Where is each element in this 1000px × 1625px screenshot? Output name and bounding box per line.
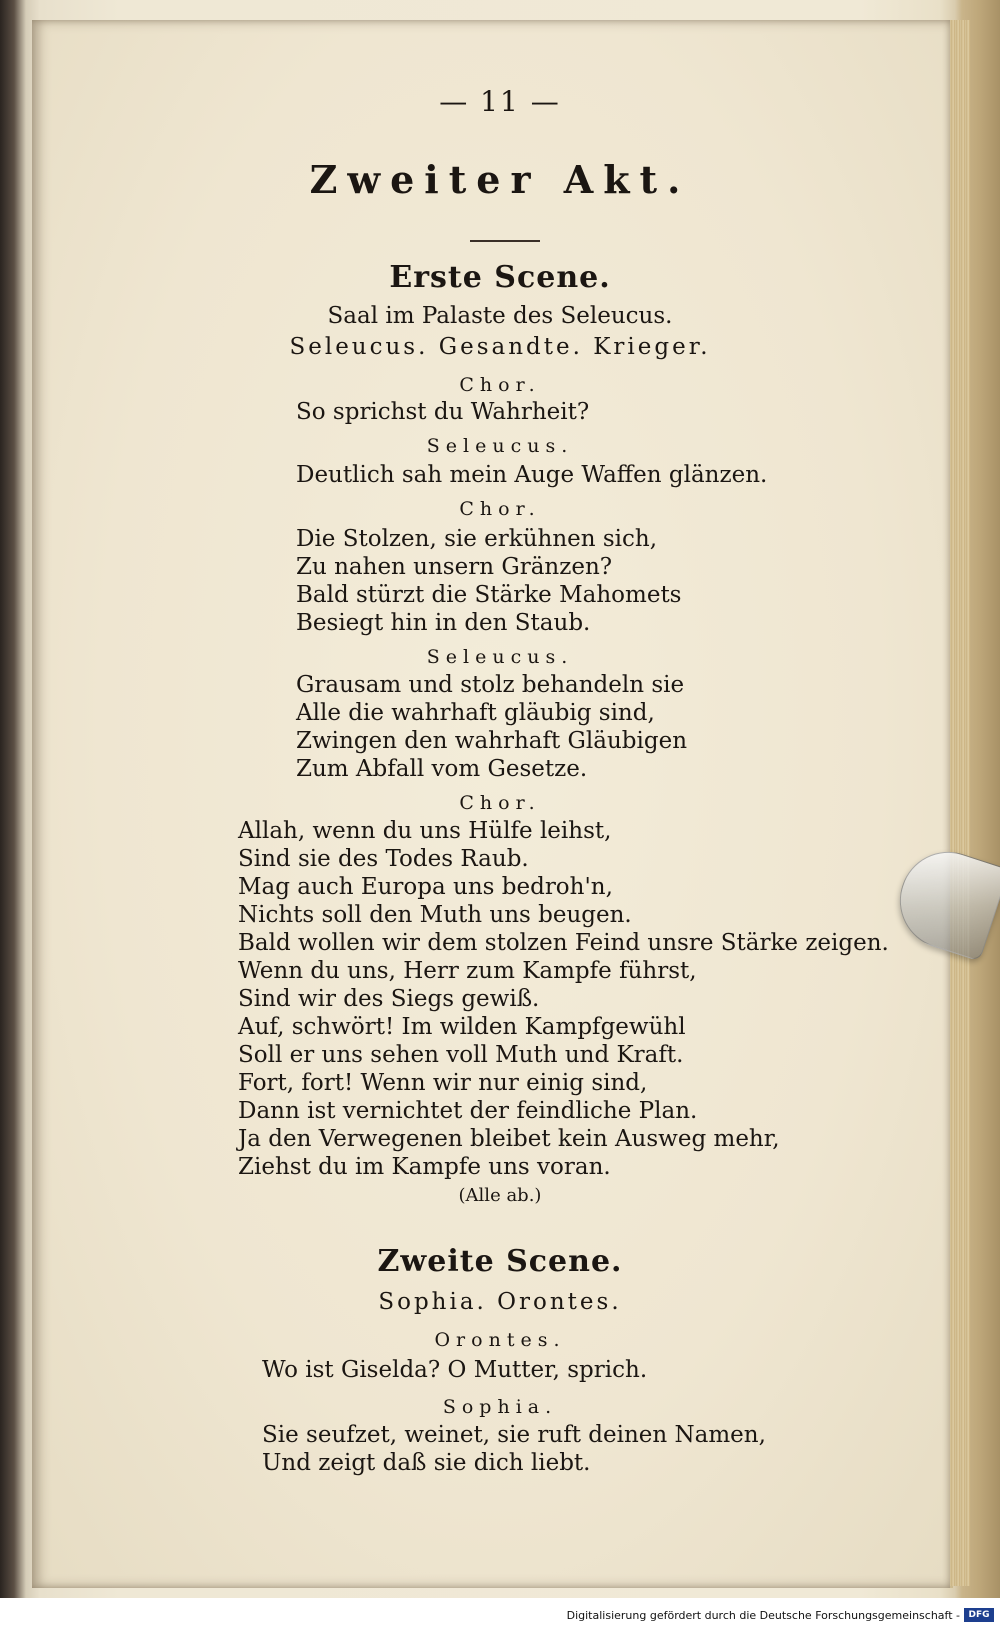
verse-line: So sprichst du Wahrheit?: [296, 399, 590, 425]
verse-line: Und zeigt daß sie dich liebt.: [262, 1450, 591, 1476]
verse-line: Dann ist vernichtet der feindliche Plan.: [238, 1098, 698, 1124]
verse-line: Mag auch Europa uns bedroh'n,: [238, 874, 613, 900]
verse-line: Zu nahen unsern Gränzen?: [296, 554, 613, 580]
verse-line: Die Stolzen, sie erkühnen sich,: [296, 526, 658, 552]
scene-characters: Seleucus. Gesandte. Krieger.: [289, 334, 711, 360]
dfg-logo: DFG: [964, 1608, 994, 1622]
verse-line: Ziehst du im Kampfe uns voran.: [238, 1154, 611, 1180]
stage-direction: (Alle ab.): [458, 1185, 542, 1206]
verse-line: Allah, wenn du uns Hülfe leihst,: [238, 818, 612, 844]
speaker: Chor.: [459, 498, 541, 520]
speaker: Seleucus.: [426, 435, 574, 457]
speaker: Sophia.: [442, 1396, 558, 1418]
verse-line: Sind sie des Todes Raub.: [238, 846, 529, 872]
scene-setting: Saal im Palaste des Seleucus.: [327, 303, 673, 329]
verse-line: Sind wir des Siegs gewiß.: [238, 986, 540, 1012]
act-title: Zweiter Akt.: [309, 157, 691, 202]
scene-title: Erste Scene.: [389, 260, 611, 295]
verse-line: Wenn du uns, Herr zum Kampfe führst,: [238, 958, 697, 984]
verse-line: Fort, fort! Wenn wir nur einig sind,: [238, 1070, 648, 1096]
speaker: Orontes.: [434, 1329, 566, 1351]
page-number: — 11 —: [439, 85, 561, 118]
title-rule: [470, 240, 540, 242]
verse-line: Bald stürzt die Stärke Mahomets: [296, 582, 682, 608]
verse-line: Besiegt hin in den Staub.: [296, 610, 591, 636]
footer-credit: Digitalisierung gefördert durch die Deutsche Forschungsgemeinschaft -: [566, 1609, 960, 1622]
verse-line: Auf, schwört! Im wilden Kampfgewühl: [238, 1014, 686, 1040]
verse-line: Zum Abfall vom Gesetze.: [296, 756, 588, 782]
speaker: Chor.: [459, 792, 541, 814]
scene-title: Zweite Scene.: [377, 1244, 623, 1279]
speaker: Chor.: [459, 374, 541, 396]
verse-line: Grausam und stolz behandeln sie: [296, 672, 685, 698]
speaker: Seleucus.: [426, 646, 574, 668]
verse-line: Ja den Verwegenen bleibet kein Ausweg mehr,: [238, 1126, 780, 1152]
verse-line: Sie seufzet, weinet, sie ruft deinen Namen,: [262, 1422, 766, 1448]
verse-line: Zwingen den wahrhaft Gläubigen: [296, 728, 688, 754]
verse-line: Wo ist Giselda? O Mutter, sprich.: [262, 1357, 648, 1383]
footer-bar: [0, 1604, 1000, 1625]
verse-line: Bald wollen wir dem stolzen Feind unsre Stärke zeigen.: [238, 930, 889, 956]
verse-line: Soll er uns sehen voll Muth und Kraft.: [238, 1042, 684, 1068]
verse-line: Alle die wahrhaft gläubig sind,: [296, 700, 655, 726]
verse-line: Nichts soll den Muth uns beugen.: [238, 902, 632, 928]
verse-line: Deutlich sah mein Auge Waffen glänzen.: [296, 462, 768, 488]
scene-characters: Sophia. Orontes.: [378, 1289, 622, 1315]
